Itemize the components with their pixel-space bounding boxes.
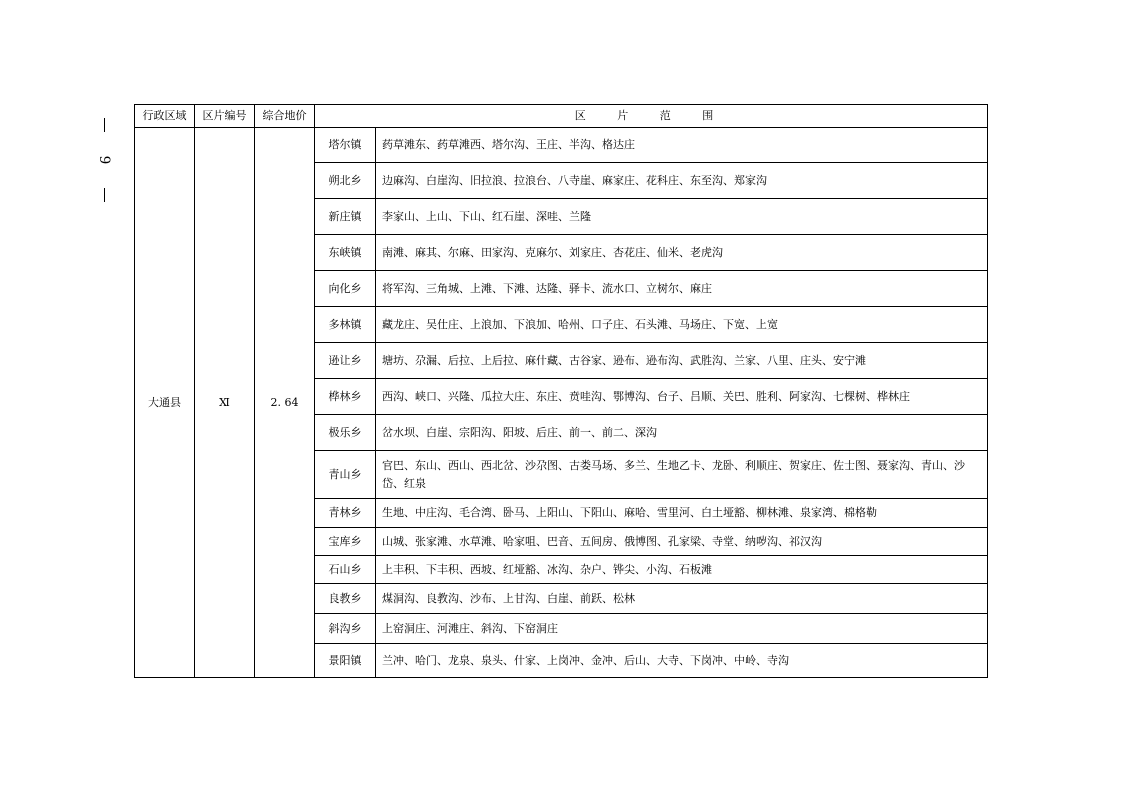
scope-cell: 南滩、麻其、尔麻、田家沟、克麻尔、刘家庄、杏花庄、仙米、老虎沟 <box>376 235 988 271</box>
scope-cell: 煤洞沟、良教沟、沙布、上甘沟、白崖、前跃、松林 <box>376 584 988 614</box>
town-cell: 朔北乡 <box>315 163 376 199</box>
town-cell: 向化乡 <box>315 271 376 307</box>
scope-cell: 藏龙庄、吴仕庄、上浪加、下浪加、哈州、口子庄、石头滩、马场庄、下宽、上宽 <box>376 307 988 343</box>
scope-cell: 上窑洞庄、河滩庄、斜沟、下窑洞庄 <box>376 614 988 644</box>
header-scope: 区 片 范 围 <box>315 105 988 128</box>
page-number-dash-top <box>104 118 105 132</box>
scope-cell: 兰冲、哈门、龙泉、泉头、什家、上岗冲、金冲、后山、大寺、下岗冲、中岭、寺沟 <box>376 644 988 678</box>
zone-id-cell: Ⅺ <box>195 128 255 678</box>
scope-cell: 西沟、峡口、兴隆、瓜拉大庄、东庄、贲哇沟、鄂博沟、台子、吕顺、关巴、胜利、阿家沟、七棵树、桦林庄 <box>376 379 988 415</box>
town-cell: 极乐乡 <box>315 415 376 451</box>
scope-cell: 上丰积、下丰积、西坡、红垭豁、冰沟、杂户、铧尖、小沟、石板滩 <box>376 556 988 584</box>
header-zone-id: 区片编号 <box>195 105 255 128</box>
town-cell: 青山乡 <box>315 451 376 499</box>
page-number <box>89 140 119 180</box>
table-row <box>135 128 988 163</box>
land-price-table <box>134 104 988 678</box>
town-cell: 东峡镇 <box>315 235 376 271</box>
scope-cell: 将军沟、三角城、上滩、下滩、达隆、驿卡、流水口、立树尔、麻庄 <box>376 271 988 307</box>
scope-cell: 官巴、东山、西山、西北岔、沙尕图、古娄马场、多兰、生地乙卡、龙卧、利顺庄、贺家庄、佐士图、聂家沟、青山、沙岱、红泉 <box>376 451 988 499</box>
scope-cell: 药草滩东、药草滩西、塔尔沟、王庄、半沟、格达庄 <box>376 128 988 163</box>
header-price: 综合地价 <box>255 105 315 128</box>
scope-cell: 边麻沟、白崖沟、旧拉浪、拉浪台、八寺崖、麻家庄、花科庄、东至沟、郑家沟 <box>376 163 988 199</box>
town-cell: 景阳镇 <box>315 644 376 678</box>
town-cell: 宝库乡 <box>315 528 376 556</box>
price-cell: 2. 64 <box>255 128 315 678</box>
page-number-text: 9 <box>96 156 113 164</box>
town-cell: 新庄镇 <box>315 199 376 235</box>
scope-cell: 李家山、上山、下山、红石崖、深哇、兰隆 <box>376 199 988 235</box>
town-cell: 多林镇 <box>315 307 376 343</box>
header-region: 行政区域 <box>135 105 195 128</box>
scope-cell: 岔水坝、白崖、宗阳沟、阳坡、后庄、前一、前二、深沟 <box>376 415 988 451</box>
town-cell: 良教乡 <box>315 584 376 614</box>
town-cell: 青林乡 <box>315 499 376 528</box>
scope-cell: 塘坊、尕漏、后拉、上后拉、麻什藏、古谷家、逊布、逊布沟、武胜沟、兰家、八里、庄头、安宁滩 <box>376 343 988 379</box>
town-cell: 桦林乡 <box>315 379 376 415</box>
town-cell: 塔尔镇 <box>315 128 376 163</box>
region-cell: 大通县 <box>135 128 195 678</box>
town-cell: 逊让乡 <box>315 343 376 379</box>
town-cell: 石山乡 <box>315 556 376 584</box>
scope-cell: 生地、中庄沟、毛合湾、卧马、上阳山、下阳山、麻哈、雪里河、白土垭豁、柳林滩、泉家湾、棉格勒 <box>376 499 988 528</box>
scope-cell: 山城、张家滩、水草滩、哈家咀、巴音、五间房、俄博图、孔家梁、寺堂、纳哕沟、祁汉沟 <box>376 528 988 556</box>
table-header-row <box>135 105 988 128</box>
town-cell: 斜沟乡 <box>315 614 376 644</box>
page-number-dash-bottom <box>104 188 105 202</box>
